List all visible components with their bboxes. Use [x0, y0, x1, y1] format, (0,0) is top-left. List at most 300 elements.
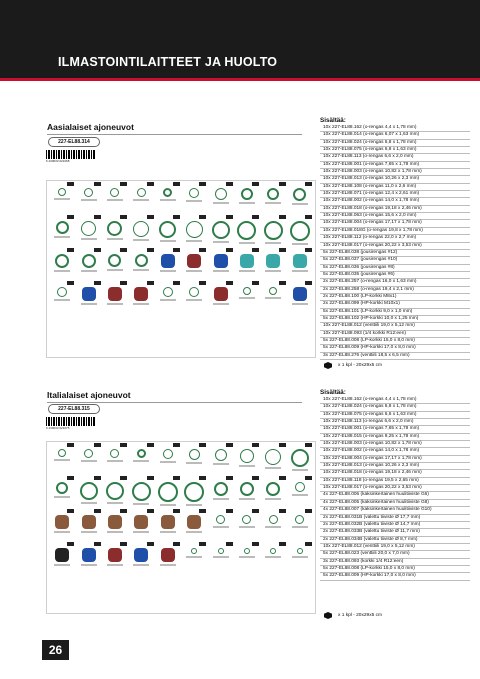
part-label — [54, 198, 70, 200]
kit-part — [49, 218, 75, 248]
kit-part — [75, 185, 101, 215]
box-info-text: x 1 kpl - 20x29x5 cm — [338, 363, 382, 368]
part-label — [186, 531, 202, 533]
quantity-tag — [120, 281, 127, 285]
kit-part — [234, 512, 260, 542]
contents-item: 2x 227-EL88.031B (valettu tiiviste Ø 17,7 mm) — [320, 515, 470, 522]
contents-item: 4x 227-EL88.007 (kaksinkertainen huulitiiviste G10) — [320, 507, 470, 514]
kit-part — [287, 512, 313, 542]
part-label — [292, 526, 308, 528]
part-label — [265, 270, 281, 272]
quantity-tag — [252, 182, 259, 186]
part-label — [292, 556, 308, 558]
quantity-tag — [226, 281, 233, 285]
kit-part — [260, 284, 286, 314]
part-label — [54, 564, 70, 566]
part-label — [133, 503, 149, 505]
part-label — [213, 556, 229, 558]
quantity-tag — [252, 248, 259, 252]
kit-part — [181, 446, 207, 476]
quantity-tag — [94, 542, 101, 546]
o-ring-image — [266, 482, 280, 496]
contents-item: 5x 227-EL88.038 (jousirengas #12) — [320, 250, 470, 257]
part-label — [81, 199, 97, 201]
quantity-tag — [252, 281, 259, 285]
part-label — [81, 502, 97, 504]
kit-part — [49, 479, 75, 509]
part-label — [213, 303, 229, 305]
quantity-tag — [120, 215, 127, 219]
quantity-tag — [147, 248, 154, 252]
kit-part — [234, 284, 260, 314]
part-label — [107, 303, 123, 305]
kit-part — [181, 545, 207, 575]
contents-heading: Sisältää: — [320, 389, 346, 396]
o-ring-image — [135, 254, 148, 267]
kit-part — [128, 512, 154, 542]
quantity-tag — [199, 281, 206, 285]
o-ring-image — [267, 188, 279, 200]
part-label — [239, 202, 255, 204]
quantity-tag — [252, 509, 259, 513]
kit-part — [49, 251, 75, 281]
quantity-tag — [173, 542, 180, 546]
quantity-tag — [173, 476, 180, 480]
kit-part — [181, 284, 207, 314]
kit-part — [181, 185, 207, 215]
part-label — [213, 270, 229, 272]
kit-part — [181, 251, 207, 281]
quantity-tag — [147, 509, 154, 513]
quantity-tag — [94, 281, 101, 285]
part-label — [292, 203, 308, 205]
o-ring-image — [84, 449, 93, 458]
kit-part — [287, 545, 313, 575]
part-label — [213, 241, 229, 243]
kit-part — [49, 284, 75, 314]
contents-item: 5x 227-EL88.008 (LP-korkki 15,0 x 8,0 mm) — [320, 566, 470, 573]
product-code-asian: 227-EL88.314 — [48, 137, 100, 147]
quantity-tag — [67, 509, 74, 513]
quantity-tag — [94, 443, 101, 447]
kit-part — [155, 251, 181, 281]
o-ring-image — [159, 221, 176, 238]
contents-item: 10x 227-EL88.001 (o-rengas 7,65 x 1,78 mm) — [320, 162, 470, 169]
quantity-tag — [305, 443, 312, 447]
cap-image — [134, 287, 148, 301]
cap-image — [82, 515, 96, 529]
cap-image — [134, 515, 148, 529]
o-ring-image — [293, 188, 306, 201]
part-label — [292, 303, 308, 305]
kit-part — [181, 479, 207, 509]
cap-image — [187, 515, 201, 529]
kit-part — [234, 185, 260, 215]
part-label — [81, 460, 97, 462]
kit-part — [207, 479, 233, 509]
quantity-tag — [279, 509, 286, 513]
o-ring-image — [242, 515, 251, 524]
o-ring-image — [110, 449, 119, 458]
kit-part — [260, 512, 286, 542]
quantity-tag — [67, 476, 74, 480]
cap-image — [161, 548, 175, 562]
contents-item: 10x 227-EL88.071 (o-rengas 12,4 x 2,61 mm) — [320, 191, 470, 198]
kit-part — [155, 218, 181, 248]
contents-item: 10x 227-EL88.075 (o-rengas 6,6 x 1,63 mm) — [320, 412, 470, 419]
o-ring-image — [214, 482, 228, 496]
page-number: 26 — [42, 640, 69, 660]
barcode-bars — [46, 150, 96, 159]
o-ring-image — [241, 188, 253, 200]
barcode-asian — [46, 150, 96, 164]
contents-item: 10x 227-EL88.012 (venttiili 19,0 x 5,12 mm) — [320, 544, 470, 551]
contents-list — [320, 125, 470, 360]
kit-part — [287, 218, 313, 248]
kit-part — [181, 512, 207, 542]
cap-image — [240, 254, 254, 268]
contents-item: 10x 227-EL88.003 (o-rengas 10,82 x 1,78 mm) — [320, 441, 470, 448]
quantity-tag — [173, 182, 180, 186]
contents-item: 3x 227-EL88.093 (korkki 1/4 R12:een) — [320, 559, 470, 566]
contents-item: 10x 227-EL88.093 (1/4 korkki R12:een) — [320, 331, 470, 338]
kit-part — [260, 479, 286, 509]
kit-part — [102, 218, 128, 248]
part-label — [54, 496, 70, 498]
contents-item: 2x 227-EL88.099 (HP-korkki M10x1) — [320, 301, 470, 308]
kit-part — [207, 512, 233, 542]
cap-image — [82, 287, 96, 301]
part-label — [213, 463, 229, 465]
kit-part — [128, 185, 154, 215]
quantity-tag — [94, 215, 101, 219]
part-label — [213, 498, 229, 500]
part-label — [107, 502, 123, 504]
cap-image — [214, 287, 228, 301]
quantity-tag — [67, 182, 74, 186]
cap-image — [82, 548, 96, 562]
part-label — [239, 526, 255, 528]
kit-part — [260, 185, 286, 215]
part-label — [160, 564, 176, 566]
quantity-tag — [120, 476, 127, 480]
o-ring-image — [58, 188, 66, 196]
o-ring-image — [132, 482, 151, 501]
part-label — [186, 200, 202, 202]
header-accent-line — [0, 78, 480, 81]
cap-image — [108, 287, 122, 301]
contents-item: 10x 227-EL88.018 (o-rengas 19,18 x 2,46 mm) — [320, 206, 470, 213]
o-ring-image — [80, 482, 98, 500]
part-label — [160, 270, 176, 272]
quantity-tag — [305, 542, 312, 546]
kit-photo-italian — [46, 441, 316, 614]
kit-grid-asian — [49, 185, 313, 314]
quantity-tag — [279, 248, 286, 252]
contents-item: 2x 227-EL88.258 (o-rengas 19,4 x 2,1 mm) — [320, 287, 470, 294]
o-ring-image — [163, 287, 173, 297]
o-ring-image — [106, 482, 124, 500]
o-ring-image — [216, 515, 225, 524]
quantity-tag — [199, 542, 206, 546]
contents-item: 10x 227-EL88.112 (o-rengas 22,0 x 2,7 mm) — [320, 235, 470, 242]
quantity-tag — [252, 476, 259, 480]
contents-item: 5x 227-EL88.009 (HP-korkki 17,0 x 8,0 mm) — [320, 573, 470, 580]
kit-part — [260, 545, 286, 575]
box-info-italian — [324, 612, 382, 619]
part-label — [265, 242, 281, 244]
quantity-tag — [199, 215, 206, 219]
part-label — [107, 269, 123, 271]
kit-part — [102, 512, 128, 542]
barcode-number: 6 430033 021068 — [46, 159, 70, 163]
contents-italian — [320, 389, 470, 581]
box-info-asian — [324, 362, 382, 369]
kit-part — [49, 446, 75, 476]
quantity-tag — [279, 476, 286, 480]
kit-part — [234, 479, 260, 509]
contents-item: 10x 227-EL88.013 (o-rengas 10,26 x 2,3 mm) — [320, 176, 470, 183]
part-label — [54, 270, 70, 272]
kit-part — [155, 479, 181, 509]
part-label — [54, 299, 70, 301]
quantity-tag — [120, 443, 127, 447]
kit-part — [128, 218, 154, 248]
o-ring-image — [218, 548, 224, 554]
contents-item: 10x 227-EL88.018G (o-rengas 19,8 x 1,78 mm) — [320, 228, 470, 235]
quantity-tag — [305, 281, 312, 285]
page-title: ILMASTOINTILAITTEET JA HUOLTO — [58, 55, 278, 69]
contents-item: 4x 227-EL88.005 (kaksinkertainen huulitiiviste G8) — [320, 500, 470, 507]
part-label — [107, 199, 123, 201]
kit-part — [207, 545, 233, 575]
part-label — [160, 240, 176, 242]
quantity-tag — [199, 182, 206, 186]
cap-image — [108, 548, 122, 562]
contents-item: 10x 227-EL88.113 (o-rengas 6,6 x 2,0 mm) — [320, 419, 470, 426]
part-label — [54, 236, 70, 238]
o-ring-image — [186, 221, 203, 238]
contents-item: 2x 227-EL88.033B (valettu tiiviste Ø 11,7 mm) — [320, 529, 470, 536]
part-label — [239, 465, 255, 467]
o-ring-image — [237, 221, 256, 240]
quantity-tag — [147, 476, 154, 480]
part-label — [107, 531, 123, 533]
kit-part — [128, 251, 154, 281]
o-ring-image — [81, 221, 96, 236]
cap-image — [161, 254, 175, 268]
quantity-tag — [120, 509, 127, 513]
kit-part — [287, 251, 313, 281]
contents-heading: Sisältää: — [320, 117, 346, 124]
part-label — [160, 461, 176, 463]
o-ring-image — [82, 254, 96, 268]
part-label — [107, 238, 123, 240]
quantity-tag — [199, 476, 206, 480]
o-ring-image — [56, 482, 68, 494]
kit-part — [75, 284, 101, 314]
kit-part — [287, 479, 313, 509]
quantity-tag — [279, 542, 286, 546]
o-ring-image — [163, 449, 173, 459]
kit-part — [207, 218, 233, 248]
part-label — [239, 297, 255, 299]
o-ring-image — [189, 287, 199, 297]
contents-item: 2x 227-EL88.100 (LP-korkki M8x1) — [320, 294, 470, 301]
quantity-tag — [173, 248, 180, 252]
part-label — [186, 504, 202, 506]
contents-item: 5x 227-EL88.102 (HP-korkki 10,0 x 1,25 mm) — [320, 316, 470, 323]
kit-part — [234, 545, 260, 575]
section-title-italian: Italialaiset ajoneuvot — [47, 390, 131, 400]
part-label — [81, 564, 97, 566]
part-label — [186, 462, 202, 464]
contents-item: 10x 227-EL88.004 (o-rengas 17,17 x 1,78 mm) — [320, 456, 470, 463]
quantity-tag — [279, 215, 286, 219]
quantity-tag — [226, 476, 233, 480]
cap-image — [214, 254, 228, 268]
contents-item: 10x 227-EL88.002 (o-rengas 14,0 x 1,78 mm) — [320, 448, 470, 455]
quantity-tag — [252, 443, 259, 447]
quantity-tag — [94, 509, 101, 513]
part-label — [186, 270, 202, 272]
barcode-italian — [46, 417, 96, 431]
kit-part — [75, 446, 101, 476]
contents-item: 10x 227-EL88.118 (o-rengas 19,5 x 2,65 mm) — [320, 478, 470, 485]
o-ring-image — [107, 221, 122, 236]
quantity-tag — [199, 248, 206, 252]
cap-image — [293, 287, 307, 301]
part-label — [265, 297, 281, 299]
barcode-bars — [46, 417, 96, 426]
o-ring-image — [212, 221, 230, 239]
part-label — [292, 270, 308, 272]
contents-item: 10x 227-EL88.162 (o-rengas 4,4 x 1,78 mm) — [320, 397, 470, 404]
part-label — [160, 504, 176, 506]
kit-part — [102, 446, 128, 476]
part-label — [107, 460, 123, 462]
part-label — [160, 199, 176, 201]
part-label — [186, 299, 202, 301]
kit-part — [75, 251, 101, 281]
part-label — [239, 556, 255, 558]
contents-asian — [320, 117, 470, 360]
contents-item: 5x 227-EL88.037 (jousirengas #10) — [320, 257, 470, 264]
kit-part — [207, 251, 233, 281]
quantity-tag — [173, 215, 180, 219]
contents-item: 10x 227-EL88.001 (o-rengas 7,65 x 1,78 mm) — [320, 426, 470, 433]
contents-item: 10x 227-EL88.017 (o-rengas 20,22 x 3,53 mm) — [320, 485, 470, 492]
part-label — [133, 564, 149, 566]
kit-part — [49, 185, 75, 215]
kit-part — [260, 251, 286, 281]
kit-part — [155, 446, 181, 476]
kit-part — [102, 251, 128, 281]
part-label — [213, 202, 229, 204]
contents-item: 10x 227-EL88.113 (o-rengas 6,6 x 2,0 mm) — [320, 154, 470, 161]
part-label — [265, 498, 281, 500]
kit-part — [75, 512, 101, 542]
cap-image — [266, 254, 280, 268]
o-ring-image — [189, 188, 199, 198]
o-ring-image — [191, 548, 197, 554]
o-ring-image — [240, 449, 254, 463]
kit-part — [75, 545, 101, 575]
o-ring-image — [269, 287, 277, 295]
kit-part — [260, 446, 286, 476]
o-ring-image — [215, 449, 227, 461]
quantity-tag — [279, 281, 286, 285]
part-label — [292, 469, 308, 471]
contents-item: 2x 227-EL88.257 (o-rengas 16,0 x 1,63 mm) — [320, 279, 470, 286]
part-label — [160, 531, 176, 533]
contents-item: 10x 227-EL88.015 (o-rengas 9,25 x 1,78 mm) — [320, 434, 470, 441]
contents-item: 10x 227-EL88.012 (venttiili 19,0 x 5,12 mm) — [320, 323, 470, 330]
quantity-tag — [147, 182, 154, 186]
quantity-tag — [67, 281, 74, 285]
o-ring-image — [56, 221, 69, 234]
kit-part — [128, 446, 154, 476]
part-label — [133, 460, 149, 462]
o-ring-image — [215, 188, 227, 200]
quantity-tag — [67, 542, 74, 546]
contents-item: 10x 227-EL88.063 (o-rengas 15,6 x 2,0 mm) — [320, 213, 470, 220]
kit-part — [234, 218, 260, 248]
quantity-tag — [305, 248, 312, 252]
kit-part — [287, 284, 313, 314]
quantity-tag — [120, 248, 127, 252]
o-ring-image — [295, 515, 304, 524]
quantity-tag — [226, 215, 233, 219]
part-label — [54, 459, 70, 461]
o-ring-image — [133, 221, 149, 237]
contents-item: 5x 227-EL88.008 (LP-korkki 15,0 x 8,0 mm) — [320, 338, 470, 345]
barcode-number: 6 430033 021075 — [46, 426, 70, 430]
quantity-tag — [173, 509, 180, 513]
kit-part — [128, 545, 154, 575]
part-label — [133, 239, 149, 241]
contents-item: 5x 227-EL88.101 (LP-korkki 9,0 x 1,0 mm) — [320, 309, 470, 316]
o-ring-image — [108, 254, 121, 267]
contents-item: 10x 227-EL88.018 (o-rengas 19,18 x 2,46 mm) — [320, 470, 470, 477]
quantity-tag — [94, 182, 101, 186]
quantity-tag — [94, 248, 101, 252]
contents-item: 10x 227-EL88.024 (o-rengas 6,8 x 1,78 mm) — [320, 140, 470, 147]
contents-item: 10x 227-EL88.024 (o-rengas 6,8 x 1,78 mm) — [320, 404, 470, 411]
quantity-tag — [120, 182, 127, 186]
part-label — [265, 202, 281, 204]
box-icon — [324, 612, 332, 619]
kit-part — [128, 479, 154, 509]
box-info-text: x 1 kpl - 20x29x5 cm — [338, 613, 382, 618]
quantity-tag — [305, 476, 312, 480]
kit-part — [155, 545, 181, 575]
o-ring-image — [110, 188, 119, 197]
part-label — [213, 526, 229, 528]
kit-part — [102, 479, 128, 509]
contents-item: 2x 227-EL88.034B (valettu tiiviste Ø 8,7 mm) — [320, 537, 470, 544]
kit-part — [49, 545, 75, 575]
kit-part — [75, 479, 101, 509]
part-label — [107, 564, 123, 566]
quantity-tag — [305, 215, 312, 219]
quantity-tag — [173, 281, 180, 285]
o-ring-image — [269, 515, 278, 524]
page-header — [0, 0, 480, 78]
part-label — [186, 240, 202, 242]
quantity-tag — [94, 476, 101, 480]
kit-part — [287, 446, 313, 476]
